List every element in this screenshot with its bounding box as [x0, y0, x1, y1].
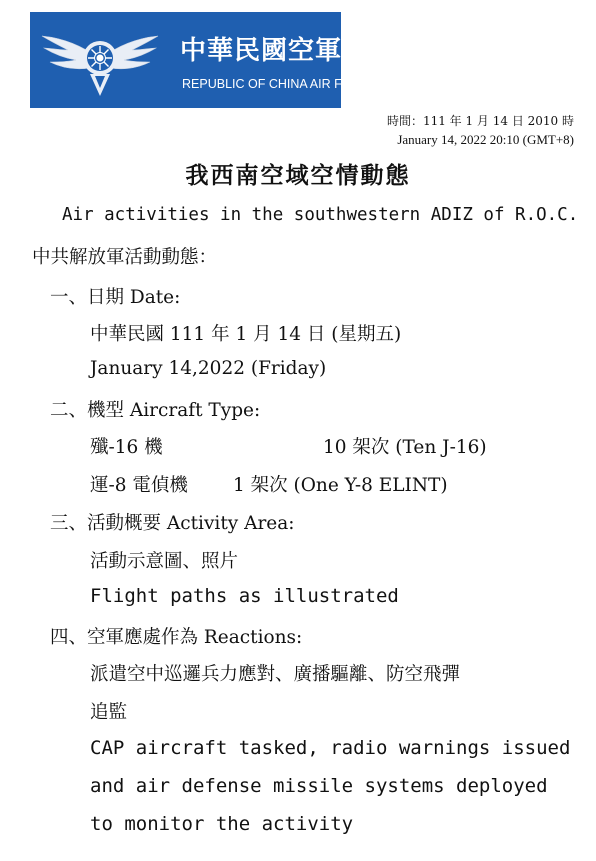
date-zh: 中華民國 111 年 1 月 14 日 (星期五) [90, 324, 402, 345]
timestamp-en: January 14, 2022 20:10 (GMT+8) [397, 132, 574, 147]
banner-title-en: REPUBLIC OF CHINA AIR FORCE [182, 77, 378, 91]
page-title-en: Air activities in the southwestern ADIZ of R.O.C. [62, 205, 579, 225]
area-heading: 三、活動概要 Activity Area: [50, 513, 295, 534]
aircraft-count: 10 架次 (Ten J-16) [323, 437, 487, 458]
reactions-zh-line2: 追監 [90, 702, 128, 723]
area-zh: 活動示意圖、照片 [90, 551, 239, 572]
date-heading: 一、日期 Date: [50, 287, 181, 308]
section-header: 中共解放軍活動動態： [32, 247, 218, 268]
air-force-banner [30, 12, 378, 108]
reactions-en-line2: and air defense missile systems deployed [90, 775, 548, 797]
reactions-heading: 四、空軍應處作為 Reactions: [50, 627, 303, 648]
page-title-zh: 我西南空域空情動態 [185, 163, 411, 189]
area-en: Flight paths as illustrated [90, 585, 399, 607]
timestamp-zh: 時間：111 年 1 月 14 日 2010 時 [386, 114, 574, 128]
aircraft-row [90, 471, 570, 497]
reactions-en-line1: CAP aircraft tasked, radio warnings issued [90, 737, 571, 759]
roc-air-force-wings-emblem-icon [38, 18, 162, 102]
aircraft-type: 殲-16 機 [90, 437, 163, 458]
aircraft-count: 1 架次 (One Y-8 ELINT) [233, 475, 448, 496]
banner-title-zh: 中華民國空軍 [180, 36, 343, 66]
aircraft-row [90, 433, 570, 459]
aircraft-type: 運-8 電偵機 [90, 475, 188, 496]
date-en: January 14,2022 (Friday) [90, 358, 327, 379]
aircraft-heading: 二、機型 Aircraft Type: [50, 400, 261, 421]
reactions-en-line3: to monitor the activity [90, 813, 354, 835]
reactions-zh-line1: 派遣空中巡邏兵力應對、廣播驅離、防空飛彈 [90, 664, 461, 685]
